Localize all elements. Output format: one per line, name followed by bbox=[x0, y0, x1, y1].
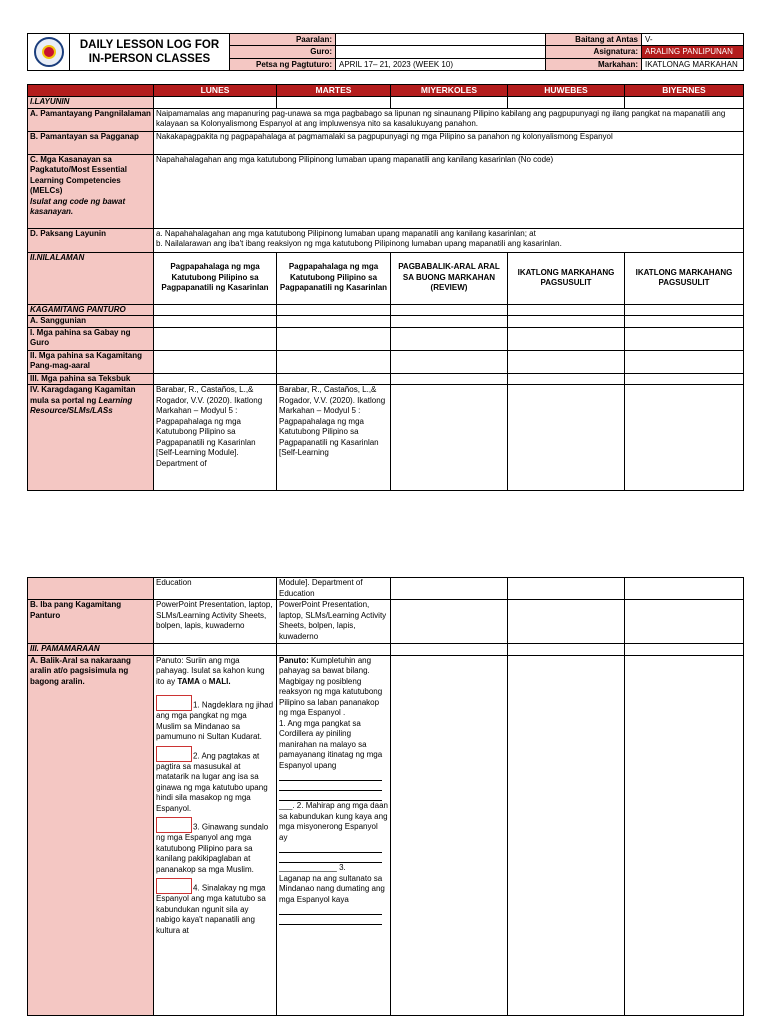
day-header-huwebes: HUWEBES bbox=[508, 85, 625, 97]
balik-aral-lunes bbox=[154, 655, 277, 1015]
karagdagang-lunes-cont: Education bbox=[154, 578, 277, 600]
guro-label: Guro: bbox=[230, 46, 336, 58]
nilalaman-huwebes: IKATLONG MARKAHANG PAGSUSULIT bbox=[508, 252, 625, 304]
iba-pang-lunes: PowerPoint Presentation, laptop, SLMs/Learning Activity Sheets, bolpen, lapis, kuwaderno bbox=[154, 600, 277, 644]
melc-text: Napahahalagahan ang mga katutubong Pilipinong lumaban upang mapanatili ang kanilang kasarinlan (No code) bbox=[154, 154, 744, 228]
melc-label-text: C. Mga Kasanayan sa Pagkatuto/Most Essential Learning Competencies (MELCs) bbox=[30, 154, 127, 195]
pamantayang-pangnilalaman-row bbox=[28, 108, 744, 131]
day-header-blank bbox=[28, 85, 154, 97]
lesson-log-table-page1 bbox=[27, 84, 744, 491]
gabay-guro-label: I. Mga pahina sa Gabay ng Guro bbox=[28, 327, 154, 350]
paaralan-value bbox=[336, 34, 546, 46]
karagdagang-label-text: IV. Karagdagang Kagamitan mula sa portal ng bbox=[30, 385, 136, 405]
answer-line-2a[interactable] bbox=[279, 843, 382, 853]
petsa-label: Petsa ng Pagtuturo: bbox=[230, 58, 336, 70]
answer-box-3[interactable] bbox=[156, 817, 192, 833]
pang-mag-aaral-label: II. Mga pahina sa Kagamitang Pang-mag-aaral bbox=[28, 350, 154, 373]
title-line-1: DAILY LESSON LOG FOR bbox=[79, 39, 220, 51]
sanggunian-label: A. Sanggunian bbox=[28, 316, 154, 328]
page-title bbox=[70, 34, 230, 71]
lesson-log-table-page2 bbox=[27, 577, 744, 1016]
pamantayan-pagganap-text: Nakakapagpakita ng pagpapahalaga at pagmamalaki sa pagpupunyagi ng mga Pilipino sa panahon ng kolonyalismong Espanyol bbox=[154, 131, 744, 154]
balik-aral-row bbox=[28, 655, 744, 1015]
kagamitan-heading-row bbox=[28, 304, 744, 316]
layunin-heading-row bbox=[28, 97, 744, 109]
markahan-value: IKATLONAG MARKAHAN bbox=[642, 58, 744, 70]
paksang-layunin-label: D. Paksang Layunin bbox=[28, 228, 154, 252]
nilalaman-miyerkoles: PAGBABALIK-ARAL ARAL SA BUONG MARKAHAN (REVIEW) bbox=[391, 252, 508, 304]
nilalaman-row bbox=[28, 252, 744, 304]
balik-aral-martes bbox=[277, 655, 391, 1015]
lunes-item-1: 1. Nagdeklara ng jihad ang mga pangkat ng mga Muslim sa Mindanao sa pamumuno ni Sultan Kudarat. bbox=[156, 695, 274, 743]
day-header-miyerkoles: MIYERKOLES bbox=[391, 85, 508, 97]
karagdagang-lunes: Barabar, R., Castaños, L.,& Rogador, V.V. (2020). Ikatlong Markahan – Modyul 5 : Pagpapahalaga ng mga Katutubong Pilipino sa Pagpapanatili ng Kasarinlan [Self-Learning Module]. Department of bbox=[154, 385, 277, 491]
answer-line-1a[interactable] bbox=[279, 771, 382, 781]
karagdagang-cont-label bbox=[28, 578, 154, 600]
answer-box-4[interactable] bbox=[156, 878, 192, 894]
karagdagang-martes: Barabar, R., Castaños, L.,& Rogador, V.V. (2020). Ikatlong Markahan – Modyul 5 : Pagpapahalaga ng mga Katutubong Pilipino sa Pagpapanatili ng Kasarinlan [Self-Learning bbox=[277, 385, 391, 491]
karagdagang-label-italic: Learning Resource/SLMs/LASs bbox=[30, 395, 133, 415]
balik-aral-label: A. Balik-Aral sa nakaraang aralin at/o pagsisimula ng bagong aralin. bbox=[28, 655, 154, 1015]
paksang-layunin-a: a. Napahahalagahan ang mga katutubong Pilipinong lumaban upang mapanatili ang kanilang kasarinlan; at bbox=[156, 228, 536, 238]
paksang-layunin-row bbox=[28, 228, 744, 252]
teksbuk-row bbox=[28, 373, 744, 385]
nilalaman-martes: Pagpapahalaga ng mga Katutubong Pilipino sa Pagpapanatili ng Kasarinlan bbox=[277, 252, 391, 304]
answer-line-2b[interactable] bbox=[279, 853, 382, 863]
deped-seal bbox=[28, 34, 70, 71]
iba-pang-kagamitan-row bbox=[28, 600, 744, 644]
melc-row bbox=[28, 154, 744, 228]
lunes-panuto: Panuto: Suriin ang mga pahayag. Isulat sa kahon kung ito ay TAMA o MALI. bbox=[156, 655, 265, 686]
pamantayang-pangnilalaman-label: A. Pamantayang Pangnilalaman bbox=[28, 108, 154, 131]
karagdagang-cont-row bbox=[28, 578, 744, 600]
iba-pang-kagamitan-label: B. Iba pang Kagamitang Panturo bbox=[28, 600, 154, 644]
paksang-layunin-b: b. Nailalarawan ang iba't ibang reaksiyon ng mga katutubong Pilipinong lumaban upang mapanatili ang kasarinlan. bbox=[156, 239, 562, 248]
karagdagang-kagamitan-row bbox=[28, 385, 744, 491]
martes-item-3: Laganap na ang sultanato sa Mindanao nang dumating ang mga Espanyol kaya bbox=[279, 873, 385, 904]
melc-label bbox=[28, 154, 154, 228]
answer-box-1[interactable] bbox=[156, 695, 192, 711]
paaralan-label: Paaralan: bbox=[230, 34, 336, 46]
lunes-item-4: 4. Sinalakay ng mga Espanyol ang mga katutubo sa kabundukan ngunit sila ay nabigo kaya't napanatili ang kultura at bbox=[156, 878, 274, 936]
day-header-lunes: LUNES bbox=[154, 85, 277, 97]
pamantayan-pagganap-row bbox=[28, 131, 744, 154]
sanggunian-row bbox=[28, 316, 744, 328]
markahan-label: Markahan: bbox=[546, 58, 642, 70]
answer-box-2[interactable] bbox=[156, 746, 192, 762]
guro-value bbox=[336, 46, 546, 58]
nilalaman-lunes: Pagpapahalaga ng mga Katutubong Pilipino sa Pagpapanatili ng Kasarinlan bbox=[154, 252, 277, 304]
iba-pang-martes: PowerPoint Presentation, laptop, SLMs/Learning Activity Sheets, bolpen, lapis, kuwaderno bbox=[277, 600, 391, 644]
answer-line-3b[interactable] bbox=[279, 915, 382, 925]
day-header-biyernes: BIYERNES bbox=[625, 85, 744, 97]
asignatura-value: ARALING PANLIPUNAN bbox=[642, 46, 744, 58]
martes-item-3-pre: _____________ 3. bbox=[279, 863, 346, 872]
karagdagang-martes-cont: Module]. Department of Education bbox=[277, 578, 391, 600]
answer-line-1b[interactable] bbox=[279, 781, 382, 791]
asignatura-label: Asignatura: bbox=[546, 46, 642, 58]
martes-item-2: ___. 2. Mahirap ang mga daan sa kabundukan kung kaya ang mga misyonerong Espanyol ay bbox=[279, 801, 388, 842]
lunes-item-3: 3. Ginawang sundalo ng mga Espanyol ang mga katutubong Pilipino para sa kanilang pakikipaglaban at pananakop sa mga Muslim. bbox=[156, 817, 274, 875]
header-table bbox=[27, 33, 744, 71]
lunes-item-2: 2. Ang pagtakas at pagtira sa masusukal at matatarik na lugar ang isa sa ginawa ng mga katutubo upang hindi sila masakop ng mga Espanyol. bbox=[156, 746, 274, 815]
petsa-value: APRIL 17– 21, 2023 (WEEK 10) bbox=[336, 58, 546, 70]
layunin-heading: I.LAYUNIN bbox=[28, 97, 154, 109]
answer-line-3a[interactable] bbox=[279, 905, 382, 915]
teksbuk-label: III. Mga pahina sa Teksbuk bbox=[28, 373, 154, 385]
gabay-guro-row bbox=[28, 327, 744, 350]
paksang-layunin-text bbox=[154, 228, 744, 252]
pamamaraan-heading: III. PAMAMARAAN bbox=[28, 644, 154, 656]
karagdagang-kagamitan-label bbox=[28, 385, 154, 491]
pamantayang-pangnilalaman-text: Naipamamalas ang mapanuring pag-unawa sa mga pagbabago sa lipunan ng sinaunang Pilipino kabilang ang pagpupunyagi ng ilang pangkat na mapanatili ang kalayaan sa Kolonyalismong Espanyol at ang impluwensya nito sa kasalukuyang panahon. bbox=[154, 108, 744, 131]
melc-note: Isulat ang code ng bawat kasanayan. bbox=[30, 196, 126, 216]
title-line-2: IN-PERSON CLASSES bbox=[88, 53, 211, 65]
kagamitan-heading: KAGAMITANG PANTURO bbox=[28, 304, 154, 316]
baitang-label: Baitang at Antas bbox=[546, 34, 642, 46]
day-header-martes: MARTES bbox=[277, 85, 391, 97]
deped-seal-icon bbox=[34, 37, 64, 67]
baitang-value: V- bbox=[642, 34, 744, 46]
pamantayan-pagganap-label: B. Pamantayan sa Pagganap bbox=[28, 131, 154, 154]
nilalaman-heading: II.NILALAMAN bbox=[28, 252, 154, 304]
pamamaraan-heading-row bbox=[28, 644, 744, 656]
pang-mag-aaral-row bbox=[28, 350, 744, 373]
martes-item-1: 1. Ang mga pangkat sa Cordillera ay piniling manirahan na malayo sa pamayanang itinatag ng mga Espanyol upang bbox=[279, 718, 383, 770]
martes-panuto: Panuto: Kumpletuhin ang pahayag sa bawat bilang. Magbigay ng posibleng reaksyon ng mga katutubong Pilipino sa laban pananakop ng mga Espanyol . bbox=[279, 655, 383, 717]
nilalaman-biyernes: IKATLONG MARKAHANG PAGSUSULIT bbox=[625, 252, 744, 304]
day-header-row bbox=[28, 85, 744, 97]
answer-line-1c[interactable] bbox=[279, 791, 382, 801]
